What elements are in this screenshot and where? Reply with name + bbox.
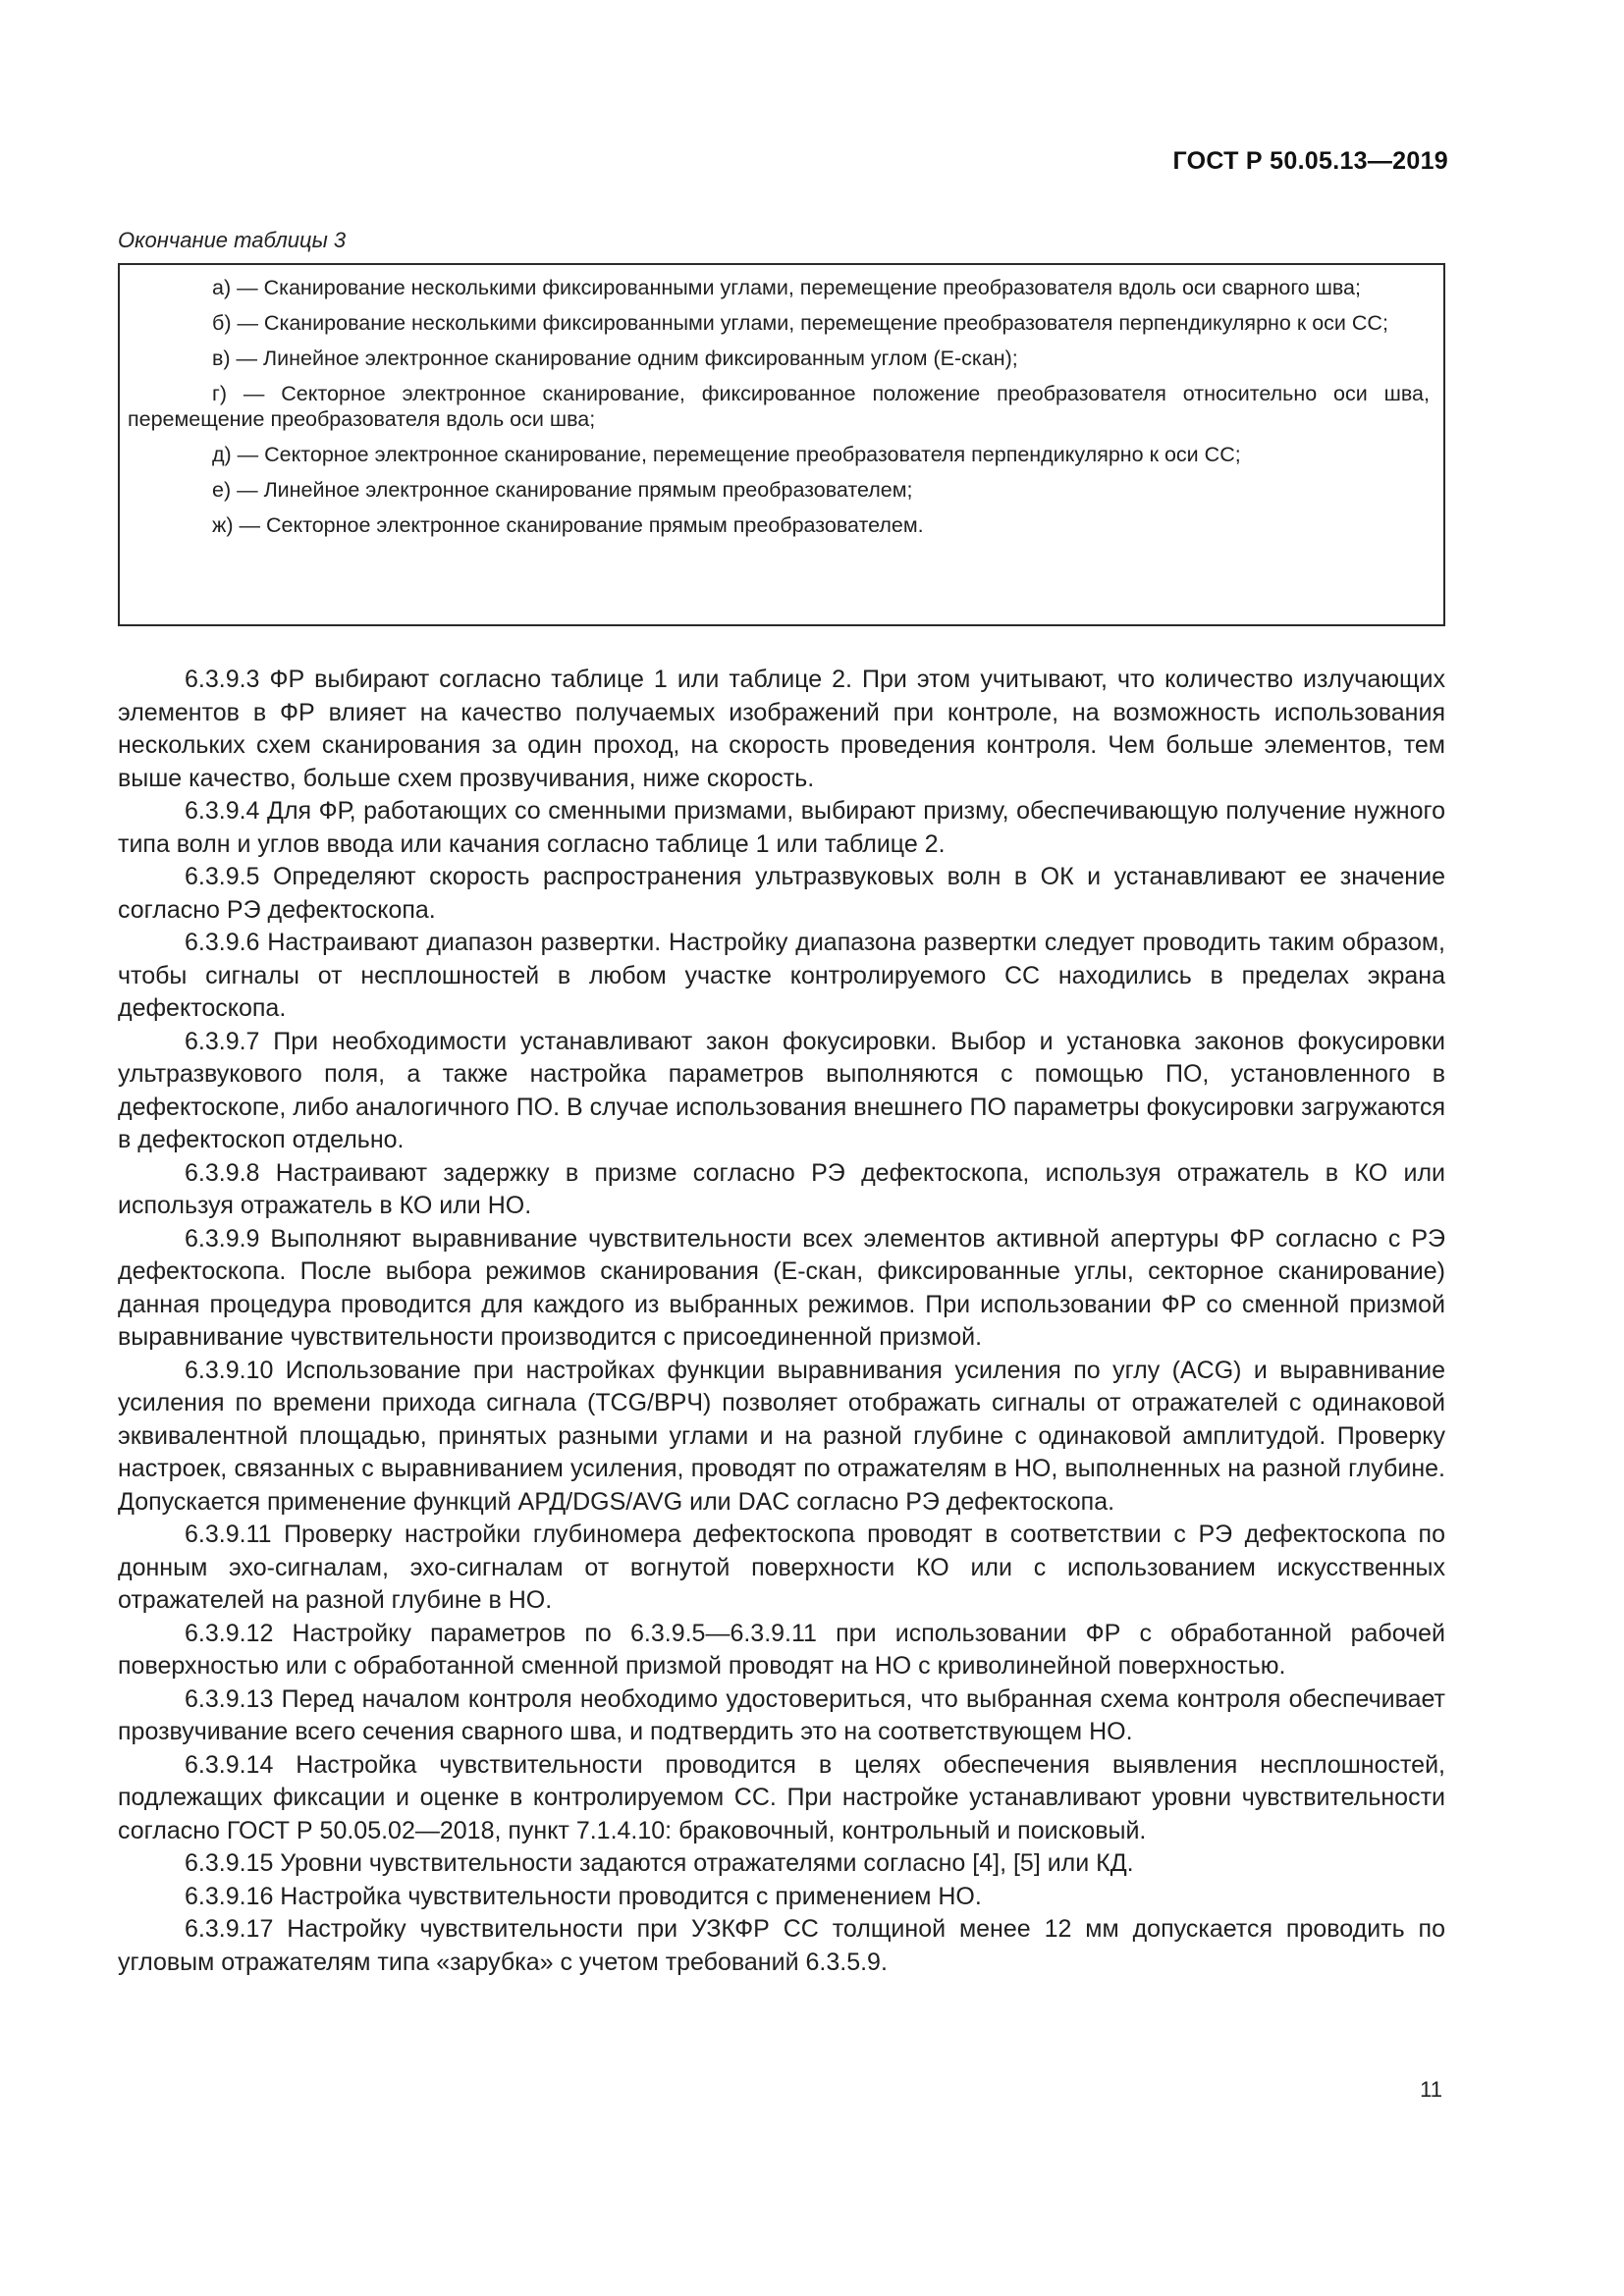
paragraph-6-3-9-5: 6.3.9.5 Определяют скорость распространения ультразвуковых волн в ОК и устанавливают ее значение согласно РЭ дефектоскопа.: [118, 863, 1445, 924]
page-number: 11: [1420, 2077, 1442, 2102]
paragraph-6-3-9-7: 6.3.9.7 При необходимости устанавливают закон фокусировки. Выбор и установка законов фокусировки ультразвукового поля, а также настройка параметров выполняются с помощью ПО, установленного в дефектоскопе, либо аналогичного ПО. В случае использования внешнего ПО параметры фокусировки загружаются в дефектоскоп отдельно.: [118, 1027, 1445, 1153]
table-item-b: б) — Сканирование несколькими фиксированными углами, перемещение преобразователя перпендикулярно к оси СС;: [212, 311, 1388, 335]
table-item-g: г) — Секторное электронное сканирование, фиксированное положение преобразователя относительно оси шва, перемещение преобразователя вдоль оси шва;: [128, 382, 1430, 431]
paragraph-6-3-9-15: 6.3.9.15 Уровни чувствительности задаются отражателями согласно [4], [5] или КД.: [185, 1849, 1134, 1877]
standard-header: ГОСТ Р 50.05.13—2019: [1172, 147, 1448, 175]
table-item-v: в) — Линейное электронное сканирование одним фиксированным углом (Е-скан);: [212, 347, 1018, 370]
paragraph-6-3-9-6: 6.3.9.6 Настраивают диапазон развертки. Настройку диапазона развертки следует проводить таким образом, чтобы сигналы от несплошностей в любом участке контролируемого СС находились в пределах экрана дефектоскопа.: [118, 929, 1445, 1022]
table-item-d: д) — Секторное электронное сканирование, перемещение преобразователя перпендикулярно к оси СС;: [212, 443, 1241, 466]
paragraph-6-3-9-13: 6.3.9.13 Перед началом контроля необходимо удостовериться, что выбранная схема контроля обеспечивает прозвучивание всего сечения сварного шва, и подтвердить это на соответствующем НО.: [118, 1684, 1445, 1745]
table-3-end: [118, 263, 1445, 626]
table-item-zh: ж) — Секторное электронное сканирование прямым преобразователем.: [212, 513, 924, 537]
paragraph-6-3-9-14: 6.3.9.14 Настройка чувствительности проводится в целях обеспечения выявления несплошностей, подлежащих фиксации и оценке в контролируемом СС. При настройке устанавливают уровни чувствительности согласно ГОСТ Р 50.05.02—2018, пункт 7.1.4.10: браковочный, контрольный и поисковый.: [118, 1750, 1445, 1844]
paragraph-6-3-9-4: 6.3.9.4 Для ФР, работающих со сменными призмами, выбирают призму, обеспечивающую получение нужного типа волн и углов ввода или качания согласно таблице 1 или таблице 2.: [118, 797, 1445, 858]
table-item-e: е) — Линейное электронное сканирование прямым преобразователем;: [212, 478, 913, 502]
paragraph-6-3-9-9: 6.3.9.9 Выполняют выравнивание чувствительности всех элементов активной апертуры ФР согласно с РЭ дефектоскопа. После выбора режимов сканирования (Е-скан, фиксированные углы, секторное сканирование) данная процедура проводится для каждого из выбранных режимов. При использовании ФР со сменной призмой выравнивание чувствительности производится с присоединенной призмой.: [118, 1224, 1445, 1351]
paragraph-6-3-9-11: 6.3.9.11 Проверку настройки глубиномера дефектоскопа проводят в соответствии с РЭ дефектоскопа по донным эхо-сигналам, эхо-сигналам от вогнутой поверхности КО или с использованием искусственных отражателей на разной глубине в НО.: [118, 1521, 1445, 1614]
paragraph-6-3-9-17: 6.3.9.17 Настройку чувствительности при УЗКФР СС толщиной менее 12 мм допускается проводить по угловым отражателям типа «зарубка» с учетом требований 6.3.5.9.: [118, 1915, 1445, 1976]
body-text: [118, 664, 1445, 1979]
paragraph-6-3-9-3: 6.3.9.3 ФР выбирают согласно таблице 1 или таблице 2. При этом учитывают, что количество излучающих элементов в ФР влияет на качество получаемых изображений при контроле, на возможность использования нескольких схем сканирования за один проход, на скорость проведения контроля. Чем больше элементов, тем выше качество, больше схем прозвучивания, ниже скорость.: [118, 666, 1445, 792]
paragraph-6-3-9-16: 6.3.9.16 Настройка чувствительности проводится с применением НО.: [185, 1882, 982, 1910]
paragraph-6-3-9-12: 6.3.9.12 Настройку параметров по 6.3.9.5—6.3.9.11 при использовании ФР с обработанной рабочей поверхностью или с обработанной сменной призмой проводят на НО с криволинейной поверхностью.: [118, 1619, 1445, 1680]
table-caption: Окончание таблицы 3: [118, 228, 347, 252]
table-item-a: а) — Сканирование несколькими фиксированными углами, перемещение преобразователя вдоль оси сварного шва;: [212, 276, 1361, 299]
paragraph-6-3-9-10: 6.3.9.10 Использование при настройках функции выравнивания усиления по углу (ACG) и выравнивание усиления по времени прихода сигнала (TCG/ВРЧ) позволяет отображать сигналы от отражателей с одинаковой эквивалентной площадью, принятых разными углами и на разной глубине с одинаковой амплитудой. Проверку настроек, связанных с выравниванием усиления, проводят по отражателям в НО, выполненных на разной глубине. Допускается применение функций АРД/DGS/AVG или DAC согласно РЭ дефектоскопа.: [118, 1356, 1445, 1516]
paragraph-6-3-9-8: 6.3.9.8 Настраивают задержку в призме согласно РЭ дефектоскопа, используя отражатель в КО или используя отражатель в КО или НО.: [118, 1158, 1445, 1219]
